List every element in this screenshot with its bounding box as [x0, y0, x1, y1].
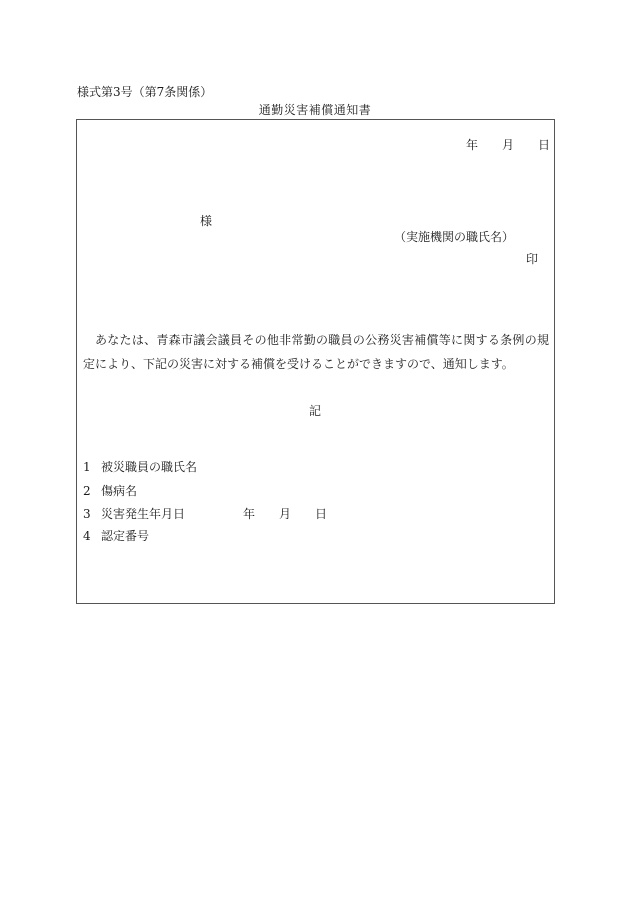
list-item — [83, 485, 137, 497]
document-title: 通勤災害補償通知書 — [258, 103, 372, 117]
recipient-honorific: 様 — [200, 214, 213, 228]
item-number: 4 — [83, 529, 91, 543]
accident-date — [243, 508, 327, 520]
accident-date-day: 日 — [315, 507, 328, 521]
notice-date — [466, 139, 550, 151]
item-number: 2 — [83, 484, 91, 498]
item-label: 災害発生年月日 — [101, 507, 186, 521]
item-number: 3 — [83, 507, 91, 521]
ki-heading: 記 — [308, 404, 321, 418]
item-label: 被災職員の職氏名 — [101, 460, 198, 474]
item-number: 1 — [83, 460, 91, 474]
item-label: 傷病名 — [101, 484, 138, 498]
list-item — [83, 461, 197, 473]
list-item — [83, 530, 149, 542]
issuer-name-placeholder: （実施機関の職氏名） — [394, 230, 515, 244]
list-item — [83, 508, 185, 520]
item-label: 認定番号 — [101, 529, 150, 543]
accident-date-year: 年 — [243, 507, 256, 521]
notice-body-text: あなたは、青森市議会議員その他非常勤の職員の公務災害補償等に関する条例の規定により、下記の災害に対する補償を受けることができますので、通知します。 — [83, 333, 549, 371]
notice-date-day: 日 — [538, 138, 551, 152]
notice-date-month: 月 — [502, 138, 515, 152]
form-number-label: 様式第3号（第7条関係） — [77, 85, 213, 99]
notice-date-year: 年 — [466, 138, 479, 152]
accident-date-month: 月 — [279, 507, 292, 521]
seal-mark: 印 — [526, 252, 539, 266]
